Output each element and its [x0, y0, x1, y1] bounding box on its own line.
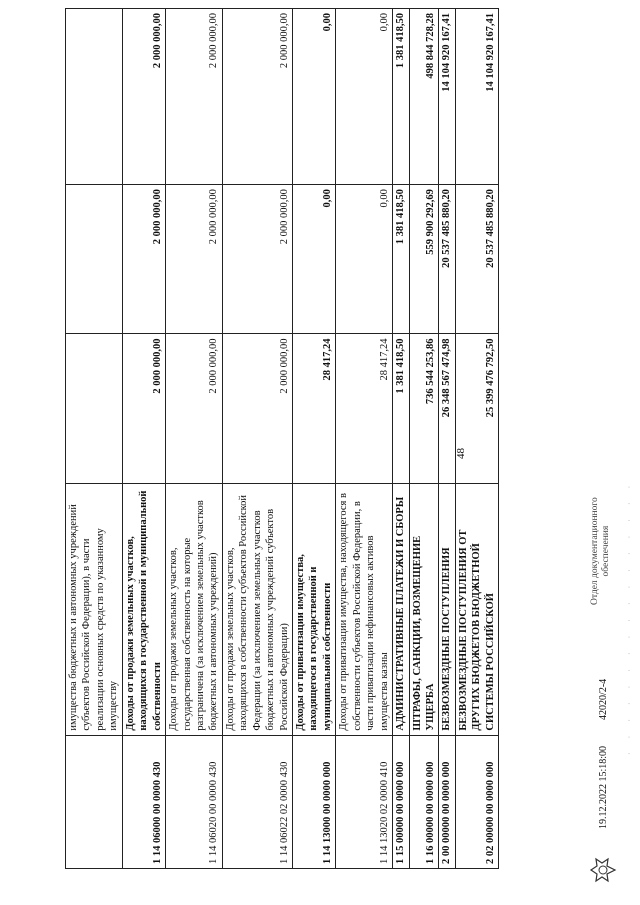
row-value-3: 14 104 920 167,41	[439, 9, 455, 185]
page-number: 48	[455, 448, 467, 459]
row-code: 1 14 06000 00 0000 430	[122, 735, 165, 868]
row-value-1: 28 417,24	[336, 334, 393, 483]
row-value-2: 20 537 485 880,20	[439, 185, 455, 334]
row-value-2: 2 000 000,00	[222, 185, 292, 334]
row-name: АДМИНИСТРАТИВНЫЕ ПЛАТЕЖИ И СБОРЫ	[393, 483, 409, 735]
row-value-1: 2 000 000,00	[122, 334, 165, 483]
row-code: 2 02 00000 00 0000 000	[455, 735, 498, 868]
row-name: БЕЗВОЗМЕЗДНЫЕ ПОСТУПЛЕНИЯ ОТ ДРУГИХ БЮДЖЕТОВ БЮДЖЕТНОЙ СИСТЕМЫ РОССИЙСКОЙ	[455, 483, 498, 735]
revenue-table-body	[66, 9, 499, 869]
row-value-3: 0,00	[336, 9, 393, 185]
signature-timestamp: 19.12.2022 15:18:00	[597, 745, 609, 829]
row-value-1: 26 348 567 474,98	[439, 334, 455, 483]
row-code: 1 15 00000 00 0000 000	[393, 735, 409, 868]
row-name: Доходы от приватизации имущества, находящегося в собственности субъектов Российской Федерации, в части приватизации нефинансовых активов имущества казны	[336, 483, 393, 735]
row-value-3: 498 844 728,28	[409, 9, 439, 185]
row-value-1: 2 000 000,00	[166, 334, 223, 483]
row-code: 1 16 00000 00 0000 000	[409, 735, 439, 868]
row-value-2: 0,00	[336, 185, 393, 334]
row-value-1: 28 417,24	[293, 334, 336, 483]
row-value-3	[66, 9, 123, 185]
table-row	[122, 9, 165, 869]
footer-signature	[588, 679, 618, 885]
table-row	[166, 9, 223, 869]
row-code: 1 14 06022 02 0000 430	[222, 735, 292, 868]
row-name: Доходы от продажи земельных участков, государственная собственность на которые разграничена (за исключением земельных участков бюджетных и автономных учреждений)	[166, 483, 223, 735]
row-name: БЕЗВОЗМЕЗДНЫЕ ПОСТУПЛЕНИЯ	[439, 483, 455, 735]
row-name: имущества бюджетных и автономных учреждений субъектов Российской Федерации), в части реализации основных средств по указанному имуществу	[66, 483, 123, 735]
row-name: Доходы от продажи земельных участков, находящихся в собственности субъектов Российской Федерации (за исключением земельных участков бюджетных и автономных учреждений субъектов Российской Федерации)	[222, 483, 292, 735]
table-row	[336, 9, 393, 869]
table-row	[293, 9, 336, 869]
table-row	[439, 9, 455, 869]
table-row	[393, 9, 409, 869]
row-code: 1 14 13020 02 0000 410	[336, 735, 393, 868]
table-row	[455, 9, 498, 869]
document-id: 42020/2-4	[597, 678, 609, 720]
row-code: 1 14 06020 00 0000 430	[166, 735, 223, 868]
row-value-1: 2 000 000,00	[222, 334, 292, 483]
row-code: 1 14 13000 00 0000 000	[293, 735, 336, 868]
row-value-2: 559 900 292,69	[409, 185, 439, 334]
row-value-2: 2 000 000,00	[122, 185, 165, 334]
row-value-2: 1 381 418,50	[393, 185, 409, 334]
row-name: Доходы от продажи земельных участков, находящихся в государственной и муниципальной собственности	[122, 483, 165, 735]
table-row	[409, 9, 439, 869]
row-value-3: 0,00	[293, 9, 336, 185]
row-value-1	[66, 334, 123, 483]
office-stamp-line-1: Отдел документационного	[590, 497, 600, 605]
table-row	[66, 9, 123, 869]
revenue-table	[65, 8, 499, 869]
row-value-2: 2 000 000,00	[166, 185, 223, 334]
row-value-3: 14 104 920 167,41	[455, 9, 498, 185]
scan-marks: · · · · · · · · · · · · · · · · ·	[625, 479, 634, 755]
row-value-1: 736 544 253,86	[409, 334, 439, 483]
row-value-1: 1 381 418,50	[393, 334, 409, 483]
office-stamp	[590, 497, 613, 605]
office-stamp-line-2: обеспечения	[601, 525, 612, 577]
row-code: 2 00 00000 00 0000 000	[439, 735, 455, 868]
row-name: Доходы от приватизации имущества, находящегося в государственной и муниципальной собственности	[293, 483, 336, 735]
row-value-2: 20 537 485 880,20	[455, 185, 498, 334]
state-emblem-icon	[588, 855, 618, 885]
row-value-2	[66, 185, 123, 334]
row-name: ШТРАФЫ, САНКЦИИ, ВОЗМЕЩЕНИЕ УЩЕРБА	[409, 483, 439, 735]
row-value-3: 2 000 000,00	[122, 9, 165, 185]
table-row	[222, 9, 292, 869]
row-value-1: 25 399 476 792,50	[455, 334, 498, 483]
row-value-3: 2 000 000,00	[166, 9, 223, 185]
row-code	[66, 735, 123, 868]
row-value-2: 0,00	[293, 185, 336, 334]
row-value-3: 2 000 000,00	[222, 9, 292, 185]
row-value-3: 1 381 418,50	[393, 9, 409, 185]
